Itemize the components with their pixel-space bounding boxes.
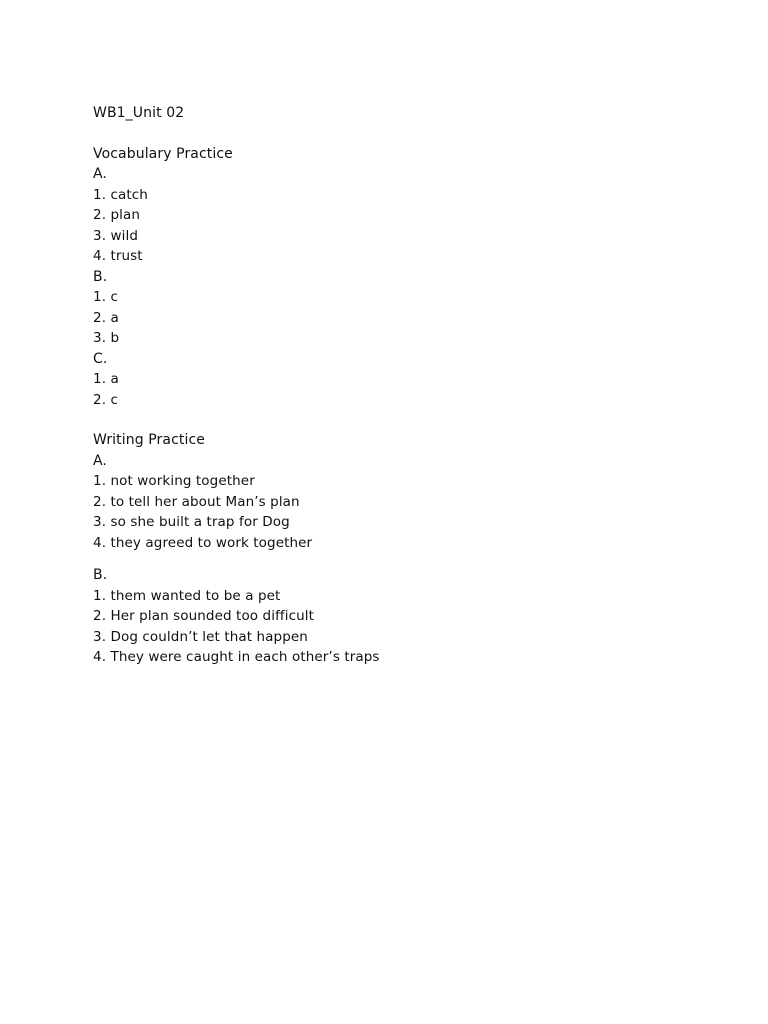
writing-b-label: B. [93, 567, 108, 583]
list-item: 3. b [93, 330, 120, 346]
writing-a-label: A. [93, 452, 107, 469]
vocabulary-heading: Vocabulary Practice [93, 145, 233, 162]
list-item: 2. to tell her about Man’s plan [93, 493, 300, 510]
list-item: 2. plan [93, 207, 141, 223]
vocabulary-a-label: A. [93, 166, 107, 182]
list-item: 2. Her plan sounded too difficult [93, 608, 315, 624]
writing-heading: Writing Practice [93, 432, 205, 448]
list-item: 2. c [93, 391, 118, 408]
list-item: 3. so she built a trap for Dog [93, 514, 290, 530]
list-item: 2. a [93, 309, 119, 326]
document-content [93, 103, 693, 668]
list-item: 4. trust [93, 248, 143, 264]
list-item: 4. They were caught in each other’s traps [93, 649, 380, 665]
list-item: 1. catch [93, 186, 148, 203]
list-item: 3. wild [93, 227, 138, 244]
list-item: 1. c [93, 289, 118, 305]
section-spacer [93, 410, 693, 430]
list-item: 1. not working together [93, 473, 255, 489]
list-item: 4. they agreed to work together [93, 534, 313, 551]
list-item: 1. them wanted to be a pet [93, 587, 281, 604]
section-spacer [93, 553, 693, 565]
list-item: 1. a [93, 371, 119, 387]
list-item: 3. Dog couldn’t let that happen [93, 628, 308, 645]
vocabulary-b-label: B. [93, 268, 108, 285]
page-title: WB1_Unit 02 [93, 105, 185, 121]
vocabulary-c-label: C. [93, 350, 108, 367]
